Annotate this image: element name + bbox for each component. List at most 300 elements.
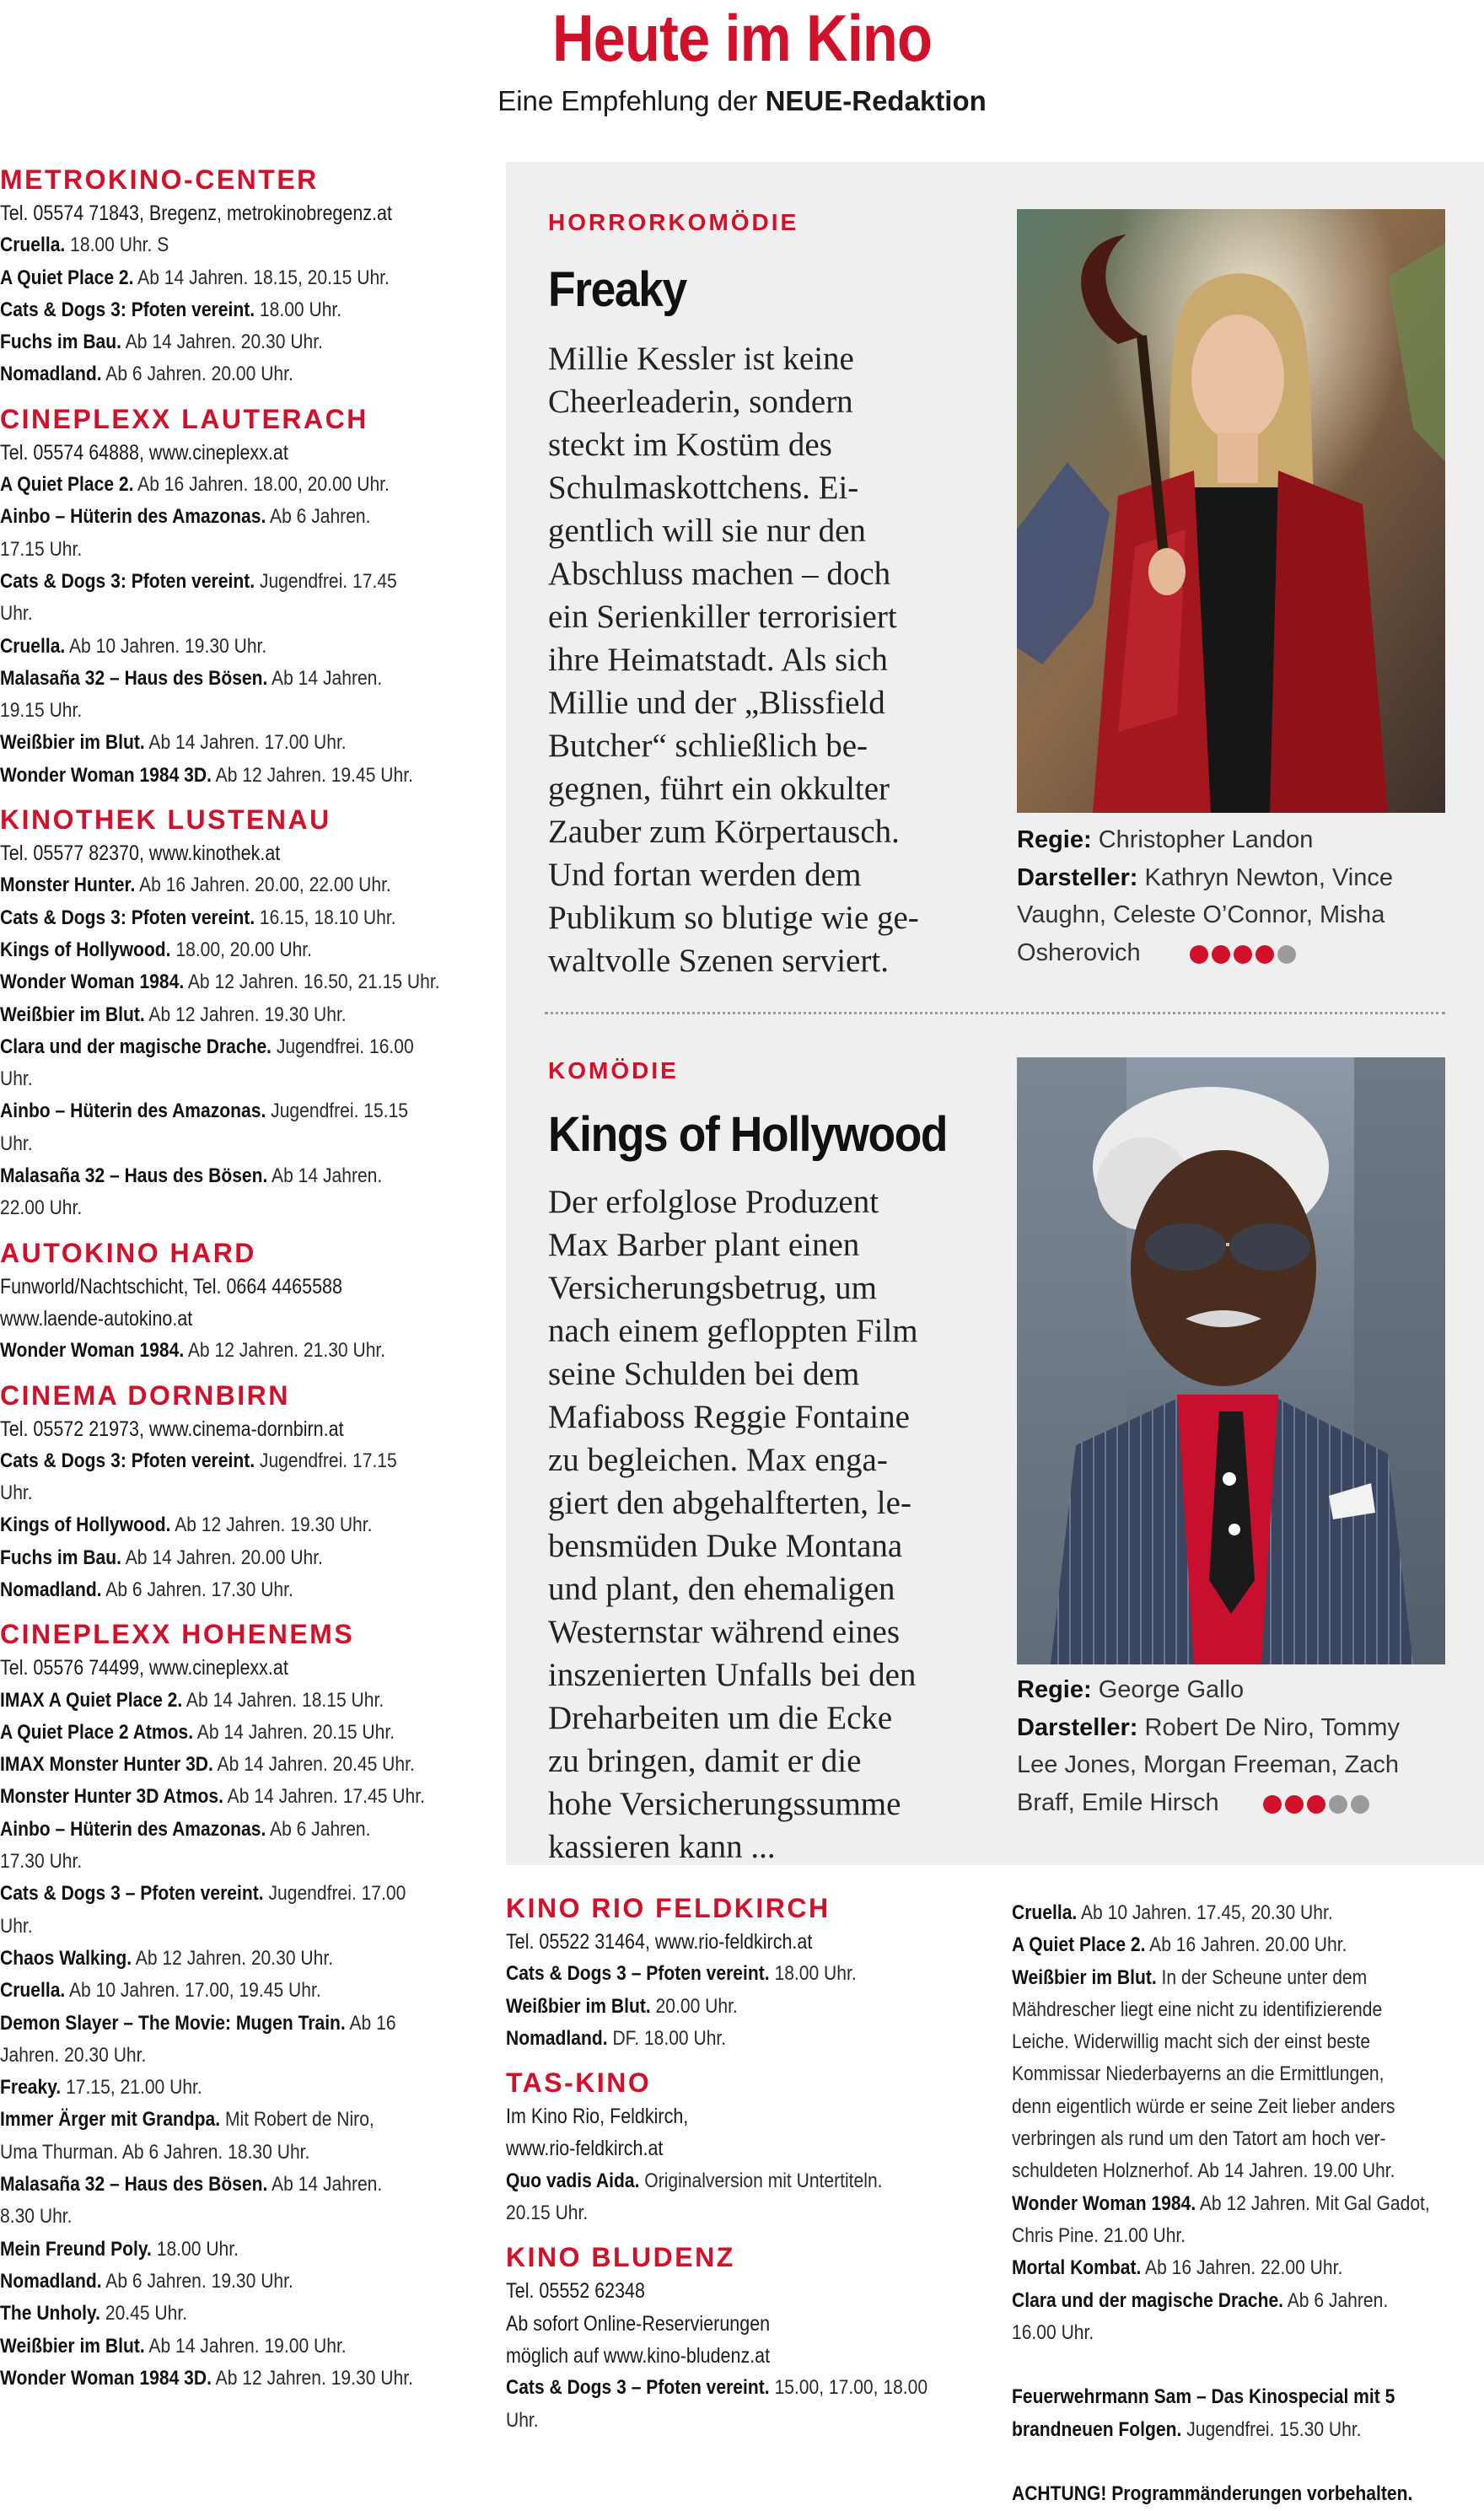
showtime-line [506, 2023, 978, 2055]
showtime-text [0, 727, 476, 759]
cinema-contact [506, 2100, 978, 2132]
showtime-text [506, 2197, 977, 2229]
synopsis-line: Millie Kessler ist keine [548, 341, 854, 377]
film-name: Mein Freund Poly. [0, 2237, 152, 2261]
review-genre: KOMÖDIE [548, 1057, 679, 1083]
synopsis-line: Schulmaskottchens. Ei- [548, 470, 859, 506]
review-title: Freaky [548, 262, 686, 317]
showtime-detail: 18.00 Uhr. S [65, 234, 169, 257]
synopsis-line: inszenierten Unfalls bei den [548, 1657, 917, 1693]
showtime-line [1012, 2058, 1484, 2090]
showtime-detail: Ab 6 Jahren. 17.30 Uhr. [101, 1578, 293, 1601]
showtime-detail: Ab 6 Jahren. [1283, 2288, 1389, 2312]
cinema-contact [0, 1271, 476, 1303]
showtime-text [0, 501, 476, 533]
cinema-block [0, 1235, 476, 1368]
film-name: Weißbier im Blut. [506, 1994, 651, 2018]
film-name: Immer Ärger mit Grandpa. [0, 2108, 221, 2132]
showtime-text [1012, 1929, 1483, 1961]
darsteller-label: Darsteller: [1017, 863, 1138, 891]
showtime-text [506, 1958, 977, 1990]
showtime-detail: Jugendfrei. 15.15 [266, 1100, 409, 1123]
showtime-line [0, 1717, 476, 1749]
cinema-name: CINEPLEXX LAUTERACH [0, 403, 368, 434]
showtime-line [506, 1991, 978, 2023]
rating-dot-empty [1329, 1795, 1347, 1814]
showtime-line [1012, 2220, 1484, 2252]
showtime-detail: 19.15 Uhr. [0, 699, 83, 723]
showtime-detail: Jugendfrei. 16.00 [272, 1035, 414, 1058]
cinema-contact-text: www.laende-autokino.at [0, 1306, 193, 1331]
film-name: Cats & Dogs 3: Pfoten vereint. [0, 569, 255, 593]
rating-dots [1263, 1785, 1373, 1823]
showtime-text [0, 1574, 476, 1606]
film-name: A Quiet Place 2 Atmos. [0, 1720, 194, 1744]
showtime-text [1012, 2155, 1483, 2187]
cinema-contact-text: Im Kino Rio, Feldkirch, [506, 2105, 689, 2129]
showtime-text [506, 2405, 977, 2437]
review-separator [545, 1012, 1445, 1014]
film-name: Nomadland. [0, 2269, 102, 2293]
film-name: Wonder Woman 1984. [0, 1339, 185, 1363]
synopsis-line: gentlich will sie nur den [548, 513, 866, 549]
rating-dot-filled [1285, 1795, 1304, 1814]
cinema-contact [0, 1413, 476, 1445]
cinema-contact-text: Funworld/Nachtschicht, Tel. 0664 4465588 [0, 1274, 342, 1299]
showtime-text [0, 1911, 476, 1943]
film-name: Quo vadis Aida. [506, 2169, 640, 2192]
film-name: Cats & Dogs 3 – Pfoten vereint. [506, 2376, 770, 2400]
cinema-contact [506, 2132, 978, 2164]
showtime-line [506, 2165, 978, 2197]
film-name: Nomadland. [0, 1578, 102, 1601]
showtime-text [0, 1445, 476, 1477]
regie-label: Regie: [1017, 1676, 1092, 1703]
showtime-line [0, 2266, 476, 2298]
showtime-text [0, 760, 476, 792]
showtime-text [0, 358, 476, 390]
showtime-detail: 22.00 Uhr. [0, 1196, 83, 1220]
showtime-text [0, 902, 476, 934]
showtime-line [0, 2331, 476, 2363]
showtime-line [1012, 2155, 1484, 2187]
film-name: Cruella. [0, 1979, 66, 2003]
showtime-detail: In der Scheune unter dem [1156, 1965, 1368, 1989]
showtime-text [506, 2023, 977, 2055]
synopsis-line: Publikum so blutige wie ge- [548, 900, 919, 936]
showtime-line [0, 663, 476, 695]
showtime-text [0, 1542, 476, 1574]
showtime-text [0, 1878, 476, 1910]
cinema-block [0, 401, 476, 792]
film-name: Weißbier im Blut. [0, 1003, 145, 1026]
film-name: Chaos Walking. [0, 1946, 132, 1970]
showtime-detail: Ab 14 Jahren. [267, 1164, 383, 1188]
film-name: Freaky. [0, 2076, 62, 2100]
showtime-text [0, 1749, 476, 1781]
showtime-detail: Ab 14 Jahren. 17.00 Uhr. [144, 731, 347, 755]
cinema-block [0, 1378, 476, 1607]
showtime-detail: Ab 12 Jahren. 21.30 Uhr. [184, 1339, 386, 1363]
showtime-detail: Ab 16 Jahren. 18.00, 20.00 Uhr. [133, 473, 390, 497]
showtime-line [1012, 1962, 1484, 1994]
showtime-line [1012, 2349, 1484, 2381]
cinema-contact-text: Tel. 05574 71843, Bregenz, metrokinobregenz.at [0, 202, 392, 225]
showtime-text [0, 2072, 476, 2104]
review-credits [1017, 1671, 1455, 1822]
showtime-text [0, 1509, 476, 1541]
rating-dot-filled [1234, 945, 1252, 964]
rating-dot-filled [1212, 945, 1230, 964]
showtime-text [1012, 2026, 1483, 2058]
cinema-contact-text: Tel. 05552 62348 [506, 2279, 645, 2304]
showtime-text [1012, 2220, 1483, 2252]
freaky-photo-illustration [1017, 209, 1445, 813]
showtime-detail: 16.15, 18.10 Uhr. [255, 906, 396, 929]
rating-dot-filled [1307, 1795, 1325, 1814]
cinema-name: METROKINO-CENTER [0, 164, 319, 195]
showtime-detail: Ab 14 Jahren. 20.15 Uhr. [193, 1720, 395, 1744]
showtime-line [0, 1814, 476, 1846]
showtime-text [0, 631, 476, 663]
showtime-text [0, 1943, 476, 1975]
synopsis-line: kassieren kann ... [548, 1829, 776, 1865]
cinema-name: KINO RIO FELDKIRCH [506, 1893, 831, 1923]
film-name: Clara und der magische Drache. [0, 1035, 272, 1058]
showtime-text [0, 229, 476, 261]
showtime-detail: Ab 16 Jahren. 20.00 Uhr. [1145, 1933, 1347, 1957]
synopsis-line: bensmüden Duke Montana [548, 1528, 903, 1564]
showtime-text [1012, 2252, 1483, 2284]
cinema-name: TAS-KINO [506, 2067, 652, 2099]
right-bottom-listings [1012, 1897, 1484, 2511]
showtime-text [0, 1063, 476, 1095]
showtime-line [0, 2008, 476, 2040]
darsteller-line: Lee Jones, Morgan Freeman, Zach [1017, 1751, 1399, 1778]
synopsis-line: Zauber zum Körpertausch. [548, 814, 900, 850]
cinema-contact [0, 437, 476, 469]
showtime-text [0, 598, 476, 630]
film-name: Wonder Woman 1984. [1012, 2191, 1196, 2215]
film-name: Malasaña 32 – Haus des Bösen. [0, 2173, 268, 2196]
showtime-line [1012, 2478, 1484, 2510]
showtime-detail: Ab 16 Jahren. 20.00, 22.00 Uhr. [135, 874, 391, 897]
showtime-text [0, 2169, 476, 2201]
cinema-name: CINEMA DORNBIRN [0, 1379, 290, 1411]
showtime-line [0, 2137, 476, 2169]
showtime-text [0, 534, 476, 566]
showtime-line [0, 2169, 476, 2201]
cinema-contact-text: Tel. 05576 74499, www.cineplexx.at [0, 1656, 288, 1680]
cinema-contact-text: www.rio-feldkirch.at [506, 2137, 664, 2161]
showtime-detail: 17.30 Uhr. [0, 1850, 83, 1874]
film-name: Cats & Dogs 3: Pfoten vereint. [0, 906, 255, 929]
kings-movie-photo [1017, 1057, 1445, 1664]
regie-value: George Gallo [1091, 1676, 1245, 1703]
darsteller-last-row [1017, 1784, 1455, 1823]
left-listings-column [0, 162, 476, 2395]
showtime-text [0, 1095, 476, 1127]
cinema-contact [0, 837, 476, 869]
cinema-name: KINOTHEK LUSTENAU [0, 804, 331, 836]
showtime-text [1012, 2381, 1483, 2413]
showtime-detail: Originalversion mit Untertiteln. [639, 2169, 883, 2192]
synopsis-line: Butcher“ schließlich be- [548, 728, 868, 764]
showtime-text [1012, 2285, 1483, 2317]
film-name: A Quiet Place 2. [0, 266, 134, 289]
showtime-line [506, 2405, 978, 2437]
showtime-detail: Ab 14 Jahren. 19.00 Uhr. [144, 2334, 347, 2358]
synopsis-line: waltvolle Szenen serviert. [548, 943, 889, 979]
showtime-detail: Uhr. [0, 602, 33, 626]
showtime-detail: Mähdrescher liegt eine nicht zu identifizierende [1012, 1998, 1383, 2021]
showtime-line [1012, 2252, 1484, 2284]
synopsis-line: und plant, den ehemaligen [548, 1571, 895, 1607]
showtime-line [0, 2104, 476, 2136]
film-name: ACHTUNG! Programmänderungen vorbehalten. [1012, 2482, 1413, 2506]
darsteller-label: Darsteller: [1017, 1713, 1138, 1741]
film-name: Cats & Dogs 3: Pfoten vereint. [0, 298, 255, 321]
cinema-block [506, 2239, 978, 2436]
showtime-line [0, 1031, 476, 1063]
showtime-detail: Ab 12 Jahren. 19.30 Uhr. [170, 1514, 373, 1537]
showtime-line [0, 727, 476, 759]
showtime-detail: Ab 16 [345, 2011, 396, 2035]
showtime-text [0, 1031, 476, 1063]
showtime-line [0, 1943, 476, 1975]
synopsis-line: Versicherungsbetrug, um [548, 1270, 877, 1306]
showtime-text [0, 663, 476, 695]
showtime-line [0, 2040, 476, 2072]
film-name: A Quiet Place 2. [1012, 1933, 1146, 1957]
showtime-text [0, 2040, 476, 2072]
showtime-text [0, 566, 476, 598]
showtime-line [0, 999, 476, 1031]
showtime-line [0, 1128, 476, 1160]
cinema-contact [0, 1652, 476, 1684]
synopsis-line: Westernstar während eines [548, 1614, 901, 1650]
showtime-line [0, 966, 476, 998]
subtitle-prefix: Eine Empfehlung der [497, 85, 766, 116]
page-subtitle [0, 84, 1484, 118]
cinema-contact-text: Tel. 05572 21973, www.cinema-dornbirn.at [0, 1417, 344, 1441]
showtime-detail: Ab 14 Jahren. [267, 2173, 383, 2196]
showtime-detail: Ab 10 Jahren. 17.00, 19.45 Uhr. [65, 1979, 321, 2003]
showtime-line [1012, 1929, 1484, 1961]
credits-darsteller [1017, 859, 1455, 897]
showtime-detail: Jahren. 20.30 Uhr. [0, 2043, 147, 2067]
showtime-detail: Ab 6 Jahren. 20.00 Uhr. [101, 363, 293, 386]
showtime-line [0, 1781, 476, 1813]
film-name: Weißbier im Blut. [1012, 1965, 1157, 1989]
kings-photo-illustration [1017, 1057, 1445, 1664]
rating-dot-filled [1263, 1795, 1282, 1814]
showtime-detail: Mit Robert de Niro, [220, 2108, 374, 2132]
showtime-detail: Ab 10 Jahren. 17.45, 20.30 Uhr. [1077, 1901, 1333, 1924]
cinema-contact-text: Tel. 05574 64888, www.cineplexx.at [0, 440, 288, 465]
film-name: Cats & Dogs 3: Pfoten vereint. [0, 1449, 255, 1472]
showtime-text [0, 1192, 476, 1224]
review-synopsis [548, 1180, 1003, 1868]
showtime-detail: Jugendfrei. 17.15 [255, 1449, 397, 1472]
showtime-detail: Uhr. [506, 2408, 539, 2432]
film-name: Cruella. [0, 234, 66, 257]
cinema-contact [0, 197, 476, 229]
showtime-text [1012, 2188, 1483, 2220]
cinema-name: KINO BLUDENZ [506, 2242, 735, 2273]
showtime-text [1012, 2091, 1483, 2123]
showtime-line [0, 469, 476, 501]
credits-regie [1017, 1671, 1455, 1709]
showtime-detail: Ab 12 Jahren. 19.30 Uhr. [211, 2366, 413, 2390]
showtime-text [0, 262, 476, 294]
page-title: Heute im Kino [551, 1, 933, 75]
showtime-line [0, 2234, 476, 2266]
cinema-block [0, 162, 476, 391]
review-title: Kings of Hollywood [548, 1107, 948, 1162]
showtime-line [0, 1975, 476, 2007]
rating-dot-empty [1351, 1795, 1369, 1814]
showtime-text [0, 326, 476, 358]
film-name: IMAX A Quiet Place 2. [0, 1688, 183, 1712]
freaky-movie-photo [1017, 209, 1445, 813]
film-name: Fuchs im Bau. [0, 331, 122, 354]
rating-dot-filled [1255, 945, 1274, 964]
review-genre: HORRORKOMÖDIE [548, 209, 799, 235]
cinema-contact [506, 2308, 978, 2340]
showtime-text [0, 966, 476, 998]
showtime-detail: 20.15 Uhr. [506, 2202, 589, 2225]
showtime-text [0, 2008, 476, 2040]
showtime-detail: Ab 14 Jahren. 20.30 Uhr. [121, 331, 323, 354]
showtime-detail: denn eigentlich würde er seine Zeit lieber anders [1012, 2094, 1395, 2118]
showtime-text [0, 1477, 476, 1509]
showtime-detail: verbringen als rund um den Tatort am hoch ver- [1012, 2127, 1386, 2151]
showtime-text [0, 2137, 476, 2169]
showtime-detail: Uhr. [0, 1067, 33, 1091]
film-name: Clara und der magische Drache. [1012, 2288, 1284, 2312]
film-name: Ainbo – Hüterin des Amazonas. [0, 1817, 266, 1841]
film-name: Fuchs im Bau. [0, 1546, 122, 1569]
film-name: Cats & Dogs 3 – Pfoten vereint. [0, 1882, 264, 1906]
film-name: Ainbo – Hüterin des Amazonas. [0, 505, 266, 529]
film-name: A Quiet Place 2. [0, 473, 134, 497]
showtime-detail: 20.00 Uhr. [650, 1994, 738, 2018]
showtime-line [1012, 2123, 1484, 2155]
showtime-detail: 18.00 Uhr. [769, 1962, 857, 1986]
film-name: Demon Slayer – The Movie: Mugen Train. [0, 2011, 346, 2035]
showtime-text [1012, 1962, 1483, 1994]
synopsis-line: zu begleichen. Max enga- [548, 1442, 888, 1478]
showtime-text [0, 1717, 476, 1749]
showtime-text [1012, 2478, 1483, 2510]
showtime-text [0, 1846, 476, 1878]
showtime-detail: 16.00 Uhr. [1012, 2320, 1094, 2344]
showtime-line [0, 902, 476, 934]
feature-panel [506, 162, 1484, 1865]
showtime-detail: Ab 14 Jahren. 18.15 Uhr. [182, 1688, 384, 1712]
cinema-block [0, 1616, 476, 2395]
showtime-detail: 18.00 Uhr. [255, 298, 342, 321]
film-name: Weißbier im Blut. [0, 2334, 145, 2358]
showtime-text [0, 999, 476, 1031]
showtime-detail: Ab 12 Jahren. 20.30 Uhr. [132, 1946, 334, 1970]
showtime-detail: Ab 14 Jahren. 18.15, 20.15 Uhr. [133, 266, 390, 289]
showtime-line [0, 1063, 476, 1095]
cinema-contact-text: Tel. 05577 82370, www.kinothek.at [0, 841, 281, 866]
showtime-detail: Ab 14 Jahren. [267, 666, 383, 690]
showtime-line [0, 631, 476, 663]
showtime-line [1012, 2317, 1484, 2349]
showtime-line [1012, 2091, 1484, 2123]
credits-darsteller [1017, 1709, 1455, 1747]
darsteller-line: Kathryn Newton, Vince [1137, 863, 1393, 891]
film-name: Nomadland. [0, 363, 102, 386]
synopsis-line: Der erfolglose Produzent [548, 1184, 879, 1220]
film-name: Kings of Hollywood. [0, 938, 171, 961]
showtime-line [0, 358, 476, 390]
showtime-detail: 8.30 Uhr. [0, 2205, 73, 2229]
showtime-detail: Ab 14 Jahren. 17.45 Uhr. [223, 1785, 425, 1809]
showtime-line [1012, 2414, 1484, 2446]
regie-value: Christopher Landon [1091, 826, 1314, 853]
showtime-line [1012, 1897, 1484, 1929]
cinema-contact-text: möglich auf www.kino-bludenz.at [506, 2343, 771, 2368]
review-credits [1017, 821, 1455, 972]
showtime-detail: Ab 14 Jahren. 20.00 Uhr. [121, 1546, 323, 1569]
synopsis-line: zu bringen, damit er die [548, 1743, 862, 1779]
synopsis-line: ein Serienkiller terrorisiert [548, 599, 897, 635]
showtime-line [0, 2201, 476, 2233]
cinema-contact [506, 1926, 978, 1958]
showtime-detail: Ab 12 Jahren. Mit Gal Gadot, [1196, 2191, 1430, 2215]
showtime-line [0, 501, 476, 533]
film-name: Feuerwehrmann Sam – Das Kinospecial mit 5 [1012, 2385, 1395, 2409]
cinema-contact-text: Tel. 05522 31464, www.rio-feldkirch.at [506, 1930, 813, 1954]
synopsis-line: Mafiaboss Reggie Fontaine [548, 1399, 910, 1435]
film-name: IMAX Monster Hunter 3D. [0, 1753, 213, 1777]
synopsis-line: steckt im Kostüm des [548, 427, 832, 463]
showtime-text [1012, 1994, 1483, 2026]
showtime-line [0, 869, 476, 901]
synopsis-line: Millie und der „Blissfield [548, 685, 885, 721]
showtime-text [0, 1685, 476, 1717]
showtime-text [0, 294, 476, 326]
darsteller-line: Vaughn, Celeste O’Connor, Misha [1017, 901, 1385, 928]
cinema-contact [506, 2340, 978, 2372]
showtime-line [0, 934, 476, 966]
showtime-line [0, 1574, 476, 1606]
showtime-text [0, 934, 476, 966]
film-name: Mortal Kombat. [1012, 2256, 1142, 2280]
film-name: Malasaña 32 – Haus des Bösen. [0, 1164, 268, 1188]
synopsis-line: giert den abgehalfterten, le- [548, 1485, 911, 1521]
showtime-line [0, 695, 476, 727]
cinema-block [506, 1890, 978, 2055]
film-name: Wonder Woman 1984 3D. [0, 2366, 212, 2390]
cinema-name: AUTOKINO HARD [0, 1237, 256, 1268]
film-name: Wonder Woman 1984 3D. [0, 763, 212, 787]
synopsis-line: Und fortan werden dem [548, 857, 862, 893]
showtime-line [0, 1911, 476, 1943]
darsteller-last-row [1017, 934, 1455, 973]
showtime-detail: 17.15 Uhr. [0, 537, 83, 561]
showtime-detail: Ab 16 Jahren. 22.00 Uhr. [1141, 2256, 1343, 2280]
film-name: Malasaña 32 – Haus des Bösen. [0, 666, 268, 690]
page-header [0, 0, 1484, 118]
showtime-detail: 15.00, 17.00, 18.00 [769, 2376, 928, 2400]
synopsis-line: seine Schulden bei dem [548, 1356, 860, 1392]
